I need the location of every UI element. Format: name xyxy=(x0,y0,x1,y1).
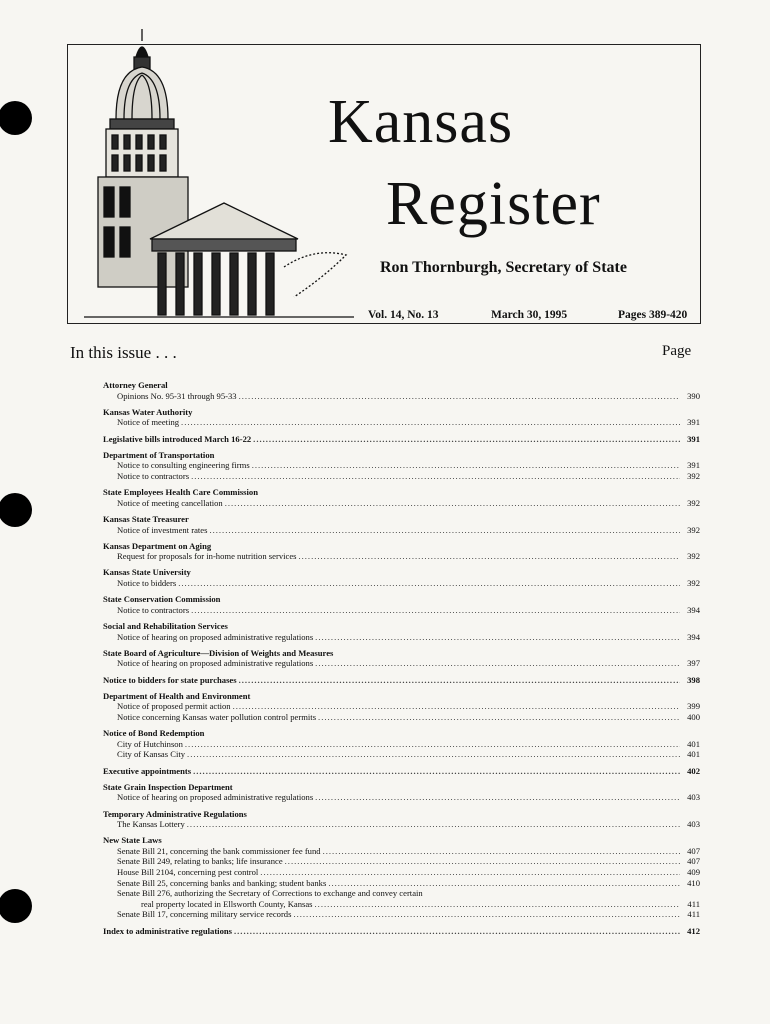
toc-entry xyxy=(103,487,700,508)
dot-leader xyxy=(181,417,680,428)
toc-page-number: 401 xyxy=(687,749,700,760)
toc-entry xyxy=(103,514,700,535)
dot-leader xyxy=(328,878,680,889)
toc-label: Notice to bidders xyxy=(117,578,177,589)
dot-leader xyxy=(191,605,680,616)
toc-section-heading xyxy=(103,450,700,461)
toc-entry xyxy=(103,380,700,401)
toc-label: State Employees Health Care Commission xyxy=(103,487,258,498)
toc-label: Senate Bill 249, relating to banks; life insurance xyxy=(117,856,283,867)
toc-label: Notice to bidders for state purchases xyxy=(103,674,237,685)
toc-entry xyxy=(103,809,700,830)
toc-label: Department of Health and Environment xyxy=(103,690,251,701)
toc-label: Notice of meeting cancellation xyxy=(117,497,223,508)
binder-hole xyxy=(0,889,32,923)
toc-section-heading xyxy=(103,648,700,659)
toc-label: Department of Transportation xyxy=(103,449,215,460)
toc-page-number: 411 xyxy=(687,898,700,909)
toc-page-number: 397 xyxy=(687,658,700,669)
dot-leader xyxy=(209,525,680,536)
toc-item xyxy=(103,632,700,643)
dot-leader xyxy=(293,909,680,920)
dot-leader xyxy=(253,434,680,445)
toc-entry xyxy=(103,728,700,760)
toc-label: Notice to contractors xyxy=(117,470,190,481)
toc-page-number: 390 xyxy=(687,390,700,401)
toc-section-heading xyxy=(103,594,700,605)
toc-label: State Board of Agriculture—Division of Weights and Measures xyxy=(103,647,334,658)
issue-date: March 30, 1995 xyxy=(491,309,568,321)
toc-entry xyxy=(103,541,700,562)
toc-label: Kansas State University xyxy=(103,567,191,578)
toc-item xyxy=(103,909,700,920)
toc-item xyxy=(103,888,700,899)
toc-label: Kansas State Treasurer xyxy=(103,513,189,524)
toc-label: Notice to consulting engineering firms xyxy=(117,460,250,471)
toc-section-heading xyxy=(103,407,700,418)
toc-page-number: 402 xyxy=(687,765,700,776)
toc-label: City of Kansas City xyxy=(117,749,186,760)
toc-label: State Conservation Commission xyxy=(103,594,221,605)
toc-page-number: 392 xyxy=(687,524,700,535)
toc-section-heading xyxy=(103,541,700,552)
toc-page-number: 403 xyxy=(687,792,700,803)
toc-entry xyxy=(103,407,700,428)
title-kansas: Kansas xyxy=(328,88,514,156)
toc-label: Notice of investment rates xyxy=(117,524,208,535)
toc-entry xyxy=(103,782,700,803)
toc-page-number: 392 xyxy=(687,578,700,589)
toc-entry xyxy=(103,675,700,686)
toc-item xyxy=(103,525,700,536)
toc-label: City of Hutchinson xyxy=(117,738,183,749)
toc-item xyxy=(103,792,700,803)
toc-label: New State Laws xyxy=(103,835,162,846)
toc-label: Notice of proposed permit action xyxy=(117,701,231,712)
dot-leader xyxy=(315,658,680,669)
toc-item xyxy=(103,878,700,889)
dot-leader xyxy=(315,899,680,910)
toc-section-heading xyxy=(103,835,700,846)
toc-item xyxy=(103,867,700,878)
toc-item xyxy=(103,605,700,616)
table-of-contents xyxy=(103,380,700,942)
toc-item xyxy=(103,460,700,471)
toc-label: Kansas Department on Aging xyxy=(103,540,212,551)
toc-label: Social and Rehabilitation Services xyxy=(103,621,228,632)
toc-section-heading xyxy=(103,567,700,578)
page-range: Pages 389-420 xyxy=(618,309,688,321)
toc-label: Attorney General xyxy=(103,380,168,390)
dot-leader xyxy=(252,460,680,471)
binder-hole xyxy=(0,101,32,135)
toc-label: Request for proposals for in-home nutrition services xyxy=(117,551,297,562)
toc-label: House Bill 2104, concerning pest control xyxy=(117,867,259,878)
toc-label: Notice concerning Kansas water pollution control permits xyxy=(117,711,317,722)
secretary-of-state: Ron Thornburgh, Secretary of State xyxy=(380,259,627,276)
binder-hole xyxy=(0,493,32,527)
dot-leader xyxy=(239,675,680,686)
toc-entry xyxy=(103,434,700,445)
toc-label: State Grain Inspection Department xyxy=(103,781,233,792)
toc-label: Notice of meeting xyxy=(117,417,180,428)
toc-item xyxy=(103,739,700,750)
toc-entry xyxy=(103,691,700,723)
toc-page-number: 401 xyxy=(687,738,700,749)
toc-section-heading xyxy=(103,434,700,445)
toc-page-number: 399 xyxy=(687,701,700,712)
toc-label: real property located in Ellsworth County, Kansas xyxy=(141,898,313,909)
toc-label: Index to administrative regulations xyxy=(103,925,232,936)
toc-entry xyxy=(103,766,700,777)
dot-leader xyxy=(185,739,680,750)
dot-leader xyxy=(193,766,680,777)
toc-item xyxy=(103,712,700,723)
toc-item xyxy=(103,658,700,669)
toc-item xyxy=(103,749,700,760)
toc-section-heading xyxy=(103,487,700,498)
toc-page-number: 400 xyxy=(687,711,700,722)
toc-item xyxy=(103,391,700,402)
toc-section-heading xyxy=(103,380,700,391)
dot-leader xyxy=(233,701,680,712)
toc-page-number: 391 xyxy=(687,417,700,428)
toc-entry xyxy=(103,648,700,669)
toc-item xyxy=(103,498,700,509)
dot-leader xyxy=(234,926,680,937)
toc-label: Kansas Water Authority xyxy=(103,406,193,417)
toc-section-heading xyxy=(103,766,700,777)
dot-leader xyxy=(315,792,680,803)
toc-page-number: 411 xyxy=(687,909,700,920)
toc-section-heading xyxy=(103,621,700,632)
toc-item xyxy=(103,471,700,482)
toc-label: Senate Bill 276, authorizing the Secretary of Corrections to exchange and convey certain xyxy=(117,888,423,899)
toc-item xyxy=(103,417,700,428)
toc-section-heading xyxy=(103,691,700,702)
dot-leader xyxy=(191,471,680,482)
toc-label: Senate Bill 17, concerning military service records xyxy=(117,909,292,920)
toc-label: Notice of hearing on proposed administrative regulations xyxy=(117,658,314,669)
toc-entry xyxy=(103,926,700,937)
toc-item xyxy=(103,856,700,867)
toc-item xyxy=(103,846,700,857)
toc-section-heading xyxy=(103,514,700,525)
dot-leader xyxy=(285,856,680,867)
toc-page-number: 407 xyxy=(687,856,700,867)
toc-page-number: 409 xyxy=(687,867,700,878)
toc-label: Executive appointments xyxy=(103,765,192,776)
dot-leader xyxy=(315,632,680,643)
toc-section-heading xyxy=(103,675,700,686)
toc-page-number: 391 xyxy=(687,460,700,471)
toc-section-heading xyxy=(103,926,700,937)
toc-label: Notice of hearing on proposed administrative regulations xyxy=(117,792,314,803)
dot-leader xyxy=(318,712,680,723)
toc-item xyxy=(103,819,700,830)
toc-item xyxy=(103,578,700,589)
toc-heading: In this issue . . . xyxy=(70,343,177,362)
toc-section-heading xyxy=(103,782,700,793)
toc-page-number: 398 xyxy=(687,674,700,685)
toc-label: Senate Bill 25, concerning banks and banking; student banks xyxy=(117,877,327,888)
dot-leader xyxy=(225,498,680,509)
toc-page-number: 392 xyxy=(687,470,700,481)
toc-page-number: 403 xyxy=(687,819,700,830)
toc-page-number: 391 xyxy=(687,433,700,444)
toc-label: Senate Bill 21, concerning the bank commissioner fee fund xyxy=(117,845,321,856)
dot-leader xyxy=(187,819,680,830)
toc-page-number: 394 xyxy=(687,604,700,615)
toc-item xyxy=(103,899,700,910)
volume-number: Vol. 14, No. 13 xyxy=(368,309,439,321)
toc-label: Temporary Administrative Regulations xyxy=(103,808,247,819)
toc-label: Notice of hearing on proposed administrative regulations xyxy=(117,631,314,642)
dot-leader xyxy=(298,551,680,562)
toc-entry xyxy=(103,567,700,588)
toc-page-number: 412 xyxy=(687,925,700,936)
toc-label: Opinions No. 95-31 through 95-33 xyxy=(117,390,237,401)
dot-leader xyxy=(187,749,680,760)
toc-label: Legislative bills introduced March 16-22 xyxy=(103,433,252,444)
toc-page-heading: Page xyxy=(662,343,692,359)
toc-section-heading xyxy=(103,728,700,739)
toc-page-number: 392 xyxy=(687,551,700,562)
toc-page-number: 392 xyxy=(687,497,700,508)
dot-leader xyxy=(178,578,680,589)
dot-leader xyxy=(260,867,680,878)
toc-entry xyxy=(103,835,700,920)
toc-page-number: 407 xyxy=(687,845,700,856)
toc-label: Notice of Bond Redemption xyxy=(103,728,205,739)
toc-label: The Kansas Lottery xyxy=(117,819,185,830)
dot-leader xyxy=(239,391,680,402)
toc-page-number: 394 xyxy=(687,631,700,642)
toc-entry xyxy=(103,621,700,642)
toc-section-heading xyxy=(103,809,700,820)
toc-entry xyxy=(103,594,700,615)
toc-item xyxy=(103,551,700,562)
capitol-building-illustration xyxy=(84,27,354,327)
toc-label: Notice to contractors xyxy=(117,604,190,615)
toc-item xyxy=(103,701,700,712)
title-register: Register xyxy=(386,170,601,238)
masthead xyxy=(67,44,701,324)
dot-leader xyxy=(323,846,680,857)
toc-page-number: 410 xyxy=(687,877,700,888)
toc-entry xyxy=(103,450,700,482)
